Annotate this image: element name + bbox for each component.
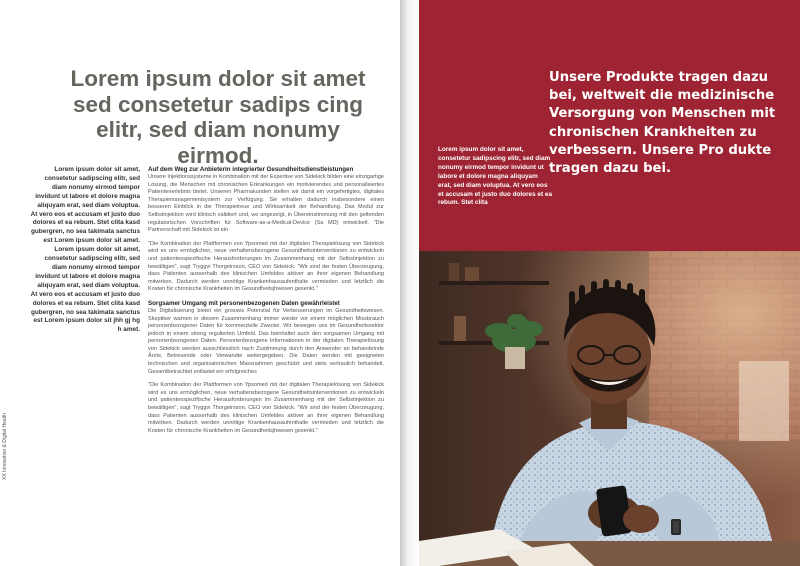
intro-paragraph: Lorem ipsum dolor sit amet, consetetur sadipscing elitr, sed diam nonumy eirmod tempor invidunt ut labore et dolore magna aliquyam erat, sed diam voluptua. At vero eos et accusam et justo duo dolores et ea rebum. Stet clita	[438, 146, 552, 207]
section-1-paragraph: Unsere Injektionssysteme in Kombination mit der Expertise von Sidekick bilden eine einzigartige Lösung, die Menschen mit chronischen Erkrankungen ein motivierendes und personalisiertes Patientenerlebnis bietet. Unseren Pharmakunden stellen wir damit ein vorgefertigtes, digitales Therapiemanagementsystem zur Verfügung. Sie erhalten dadurch insbesondere einen besseren Einblick in die Therapietreue und Wirksamkeit der Behandlung. Das Modul zur Selbstinjektion wird klinisch validiert und, wo angezeigt, in Übereinstimmung mit den geltenden regulatorischen Vorschriften für Software-as-a-Medical-Device (Sa MD) entwickelt. "Die Partnerschaft mit Sidekick ist ein	[148, 174, 384, 234]
body-column	[148, 166, 384, 441]
section-2-quote: "Die Kombination der Plattformen von Ypsomed mit der digitalen Therapielösung von Sidekick wird es uns ermöglichen, neue verhaltensbezogene Gesundheitsinterventionen zu entwickeln und patientenspezifische Herausforderungen im Zusammenhang mit der Selbstinjektion zu bewältigen", sagt Tryggvi Thorgeirsson, CEO von Sidekick. "Wir sind der festen Überzeugung, dass Patienten ausserhalb des klinischen Umfeldes aktiver an ihrer eigenen Behandlung mitwirken. Dadurch werden unnötige Krankenhausaufenthalte vermieden und letztlich die Kosten für chronische Krankheiten im Gesundheitsjhwesen gesenkt."	[148, 382, 384, 434]
side-label	[2, 280, 12, 480]
section-heading-1: Auf dem Weg zur Anbieterin integrierter Gesundheitsdienstleistungen	[148, 166, 354, 173]
right-page	[419, 0, 800, 566]
lead-paragraph: Lorem ipsum dolor sit amet, consetetur sadipscing elitr, sed diam nonumy eirmod tempor invidunt ut labore et dolore magna aliquyam erat, sed diam voluptua. At vero eos et accusam et justo duo dolores et ea rebum. Stet clita kasd gubergren, no sea takimata sanctus est Lorem ipsum dolor sit amet. Lorem ipsum dolor sit amet, consetetur sadipscing elitr, sed diam nonumy eirmod tempor invidunt ut labore et dolore magna aliquyam erat, sed diam voluptua. At vero eos et accusam et justo duo dolores et ea rebum. Stet clita kasd gubergren, no sea takimata sanctus est Lorem ipsum dolor sit jhh gj hg h amet.	[30, 166, 140, 334]
section-label: XX Innovation & Digital Health	[2, 413, 8, 480]
headline: Lorem ipsum dolor sit amet sed consetetur sadips cing elitr, sed diam nonumy eirmod.	[70, 66, 366, 168]
section-1-quote: "Die Kombination der Plattformen von Ypsomed mit der digitalen Therapielösung von Sidekick wird es uns ermöglichen, neue verhaltensbezogene Gesundheitsinterventionen zu entwickeln und patientenspezifische Herausforderungen im Zusammenhang mit der Selbstinjektion zu bewältigen", sagt Tryggvi Thorgeirsson, CEO von Sidekick. "Wir sind der festen Überzeugung, dass Patienten ausserhalb des klinischen Umfeldes aktiver an ihrer eigenen Behandlung mitwirken. Dadurch werden unnötige Krankenhausaufenthalte vermieden und letztlich die Kosten für chronische Krankheiten im Gesundheitsjhwesen gesenkt."	[148, 240, 384, 293]
claim-statement: Unsere Produkte tragen dazu bei, weltweit die medizinische Versorgung von Menschen mit chronischen Krankheiten zu verbessern. Unsere Pro dukte tragen dazu bei.	[549, 70, 776, 177]
page-gutter	[400, 0, 419, 566]
section-2-paragraph: Die Digitalisierung bietet ein grosses Potenzial für Verbesserungen im Gesundheitswesen. Skeptiker warnen in diesem Zusammenhang immer wieder vor einem möglichen Missbrauch personenbezogener Daten für kommerzielle Zwecke. Wir bewegen uns im Gesundheitssektor jedoch in einem streng regulierten Umfeld. Das beinhaltet auch den sorgsamen Umgang mit personenbezogenen Daten. Personenbezogene Informationen in der digitalen Therapielösung von Sidekick werden ausschliesslich nach Zustimmung durch den Anwender an behandelnde Ärzte, Betreuende oder Verwandte weitergegeben. Die Daten werden mit geeigneten technischen und organisatorischen Massnahmen geschützt und stets vertraulich behandelt. Gesamtbetrachtet entlastet ein erfolgreiches	[148, 307, 384, 375]
photo-man-with-smartphone	[419, 251, 800, 566]
section-heading-2: Sorgsamer Umgang mit personenbezogenen Daten gewährleistet	[148, 299, 340, 307]
red-banner	[419, 0, 800, 251]
